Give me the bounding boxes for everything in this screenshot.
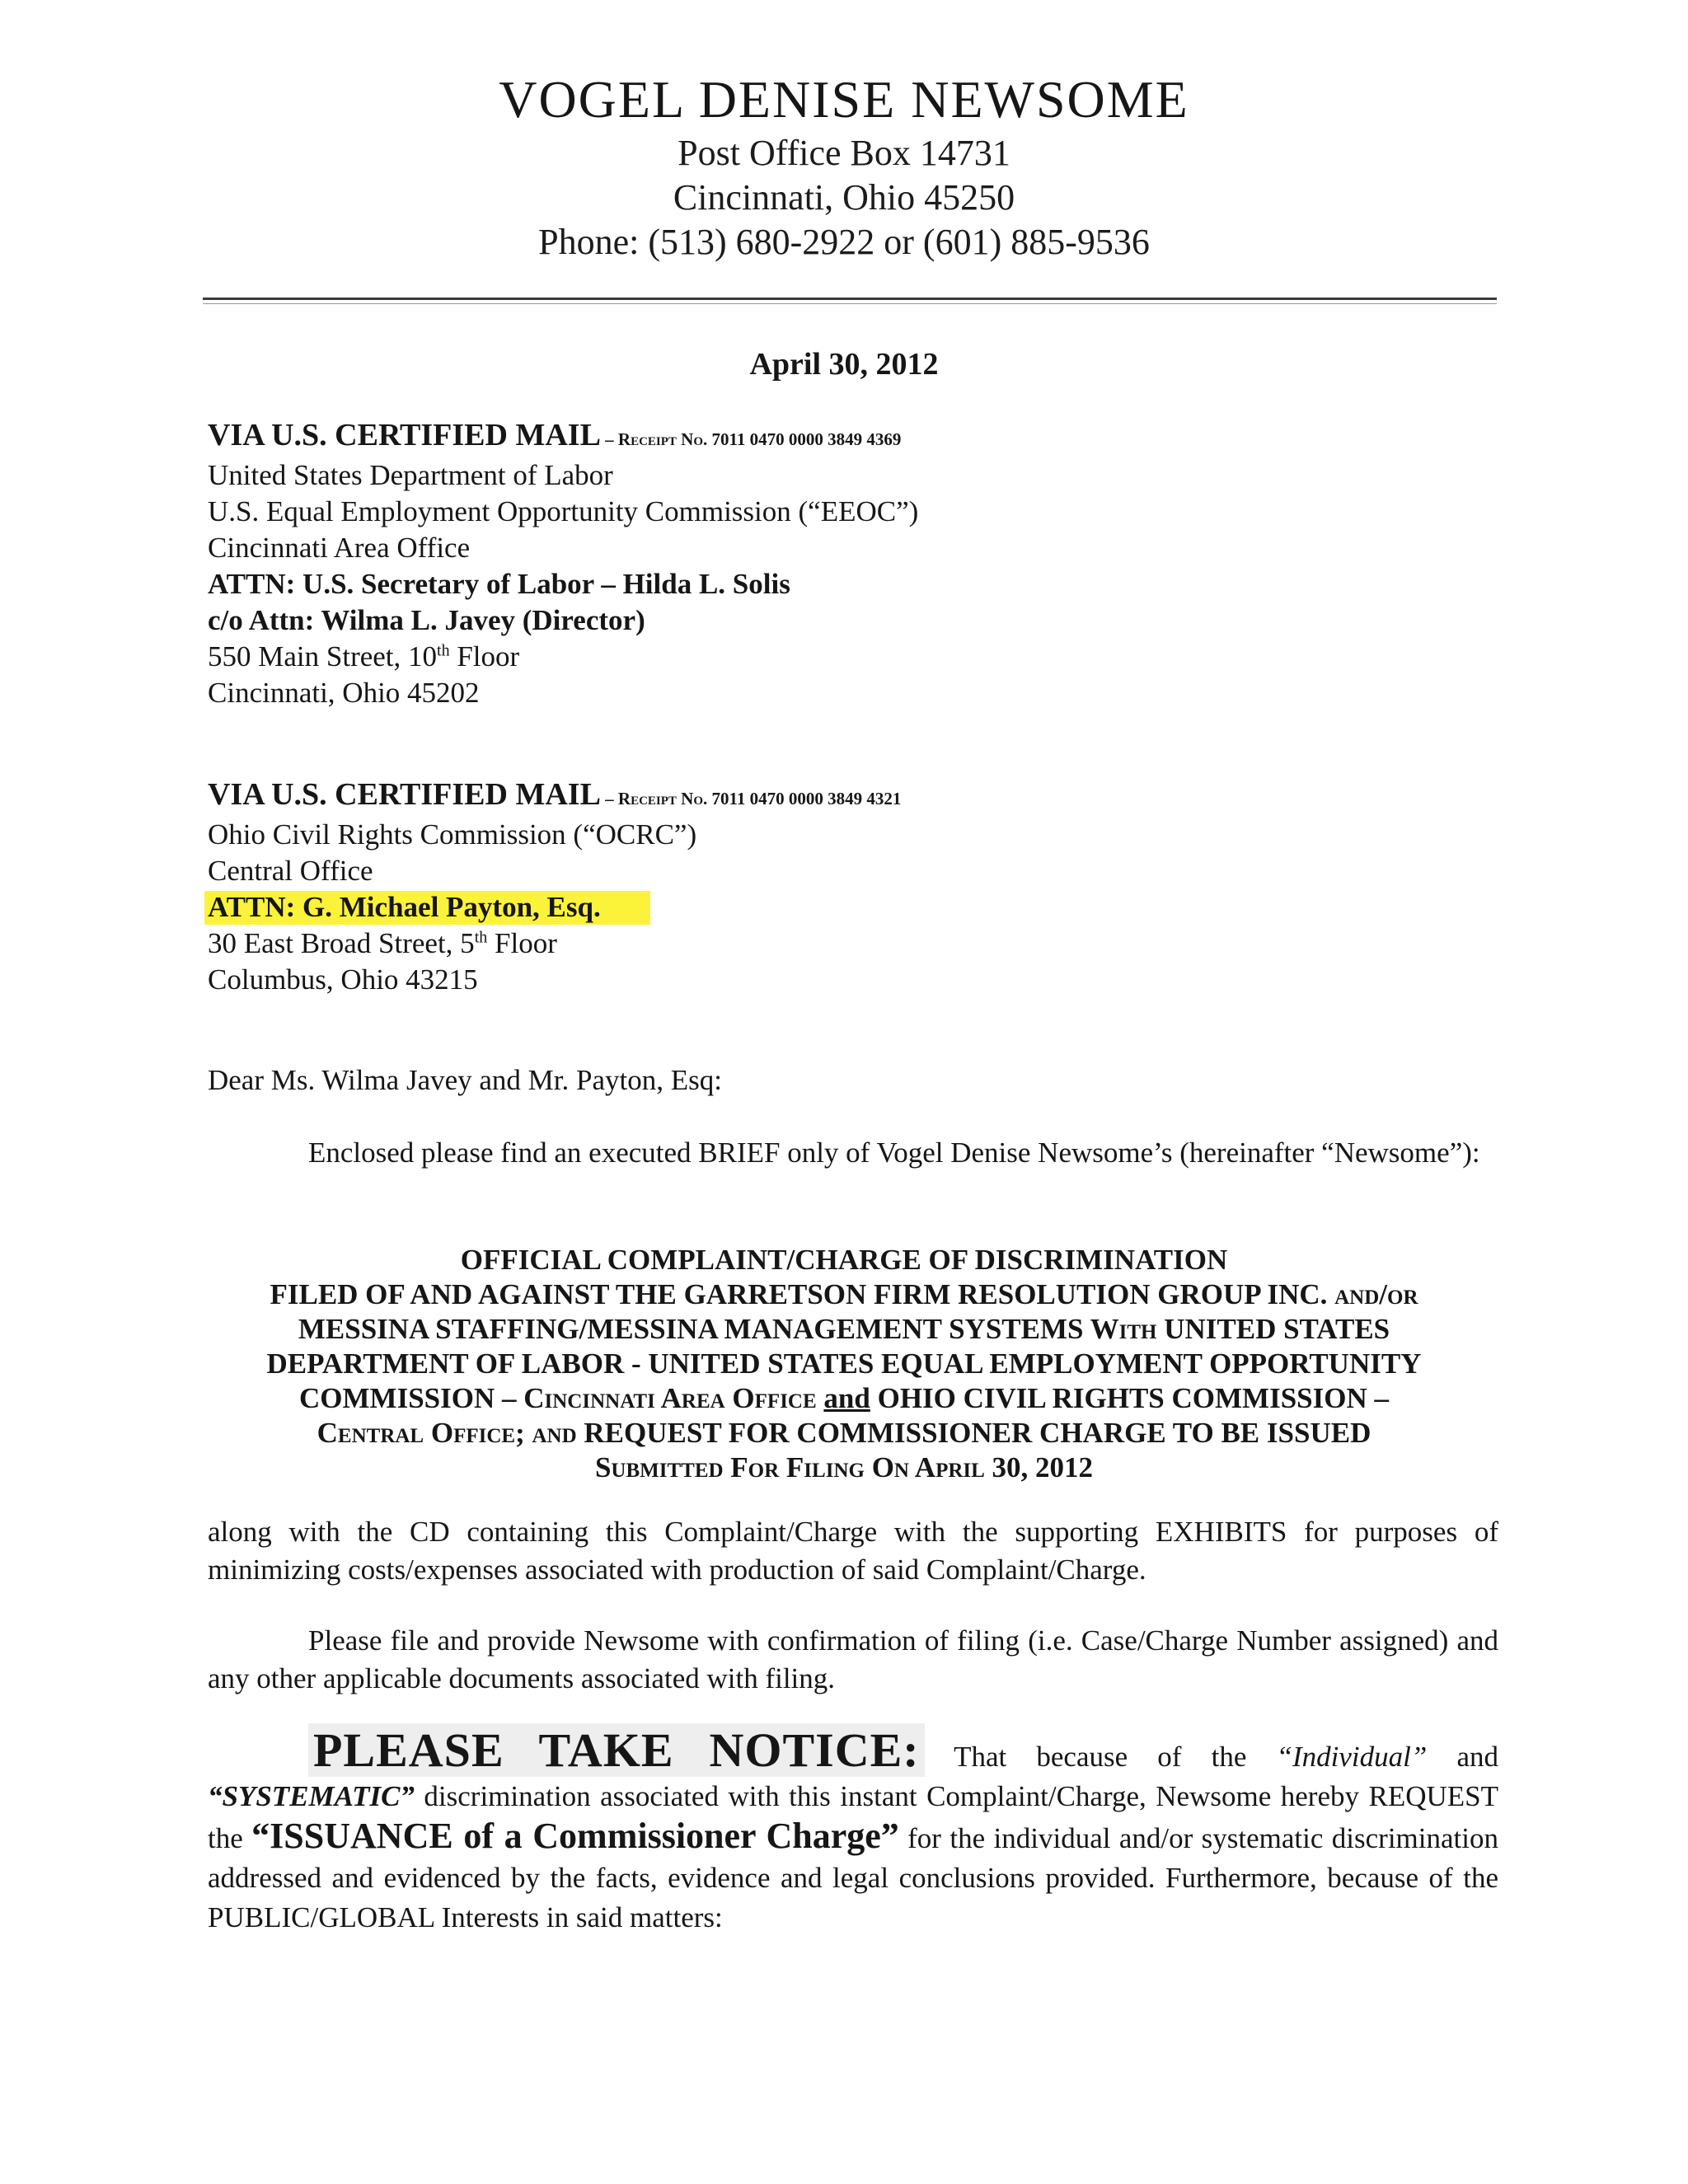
- title-smallcaps: Cincinnati Area Office: [516, 1382, 817, 1414]
- via-heading: VIA U.S. CERTIFIED MAIL: [208, 418, 601, 452]
- title-line-5: [0, 1381, 1688, 1416]
- letterhead-po-box: Post Office Box 14731: [678, 133, 1010, 173]
- title-underlined-and: and: [823, 1382, 870, 1414]
- complaint-title: [0, 1243, 1688, 1485]
- recipient-office: Cincinnati Area Office: [208, 532, 471, 564]
- letter-date: April 30, 2012: [749, 347, 939, 382]
- recipient-attn: [208, 889, 901, 926]
- letterhead-name: VOGEL DENISE NEWSOME: [499, 70, 1189, 129]
- street-ordinal: th: [437, 641, 450, 660]
- notice-text: for the individual and/or systematic discrimination addressed and evidenced by the facts, evidence and legal conclusions provided. Furthermore, because of the PUBLIC/GLOBAL Interests in said matters:: [208, 1822, 1498, 1933]
- title-smallcaps: With: [1083, 1313, 1157, 1345]
- receipt-number: – Receipt No. 7011 0470 0000 3849 4369: [600, 429, 902, 449]
- notice-individual: “Individual”: [1276, 1741, 1428, 1773]
- notice-heading: PLEASE TAKE NOTICE:: [308, 1723, 925, 1777]
- title-line-1: OFFICIAL COMPLAINT/CHARGE OF DISCRIMINATION: [460, 1244, 1228, 1276]
- title-text: UNITED STATES: [1156, 1313, 1390, 1345]
- letterhead-rule-thin: [203, 303, 1497, 304]
- recipient-city: Columbus, Ohio 43215: [208, 963, 478, 996]
- via-line: [208, 417, 918, 457]
- notice-paragraph: [208, 1723, 1498, 1938]
- letterhead-rule: [203, 298, 1497, 300]
- title-text: COMMISSION –: [299, 1382, 517, 1414]
- title-line-6: [0, 1416, 1688, 1451]
- salutation: Dear Ms. Wilma Javey and Mr. Payton, Esq:: [208, 1064, 722, 1096]
- title-text: REQUEST FOR COMMISSIONER CHARGE TO BE ISSUED: [576, 1417, 1372, 1449]
- title-smallcaps: and/or: [1327, 1278, 1418, 1310]
- receipt-number: – Receipt No. 7011 0470 0000 3849 4321: [600, 789, 902, 808]
- street-floor: Floor: [487, 927, 557, 959]
- title-line-7: Submitted For Filing On April 30, 2012: [594, 1451, 1094, 1483]
- via-heading: VIA U.S. CERTIFIED MAIL: [208, 777, 601, 812]
- enclosure-paragraph: Enclosed please find an executed BRIEF only of Vogel Denise Newsome’s (hereinafter “Newsome”):: [308, 1137, 1480, 1169]
- highlighted-attn: ATTN: G. Michael Payton, Esq.: [204, 891, 650, 925]
- recipient-block-ocrc: [208, 776, 901, 998]
- notice-text: and: [1427, 1741, 1498, 1773]
- street-text: 550 Main Street, 10: [208, 640, 438, 673]
- notice-text: discrimination associated with this instant Complaint/Charge, Newsome hereby REQUEST the: [208, 1780, 1498, 1854]
- title-line-4: DEPARTMENT OF LABOR - UNITED STATES EQUAL EMPLOYMENT OPPORTUNITY: [266, 1347, 1422, 1380]
- title-smallcaps: Central Office; and: [316, 1417, 577, 1449]
- recipient-street: [208, 639, 918, 675]
- letterhead-phone: Phone: (513) 680-2922 or (601) 885-9536: [538, 222, 1150, 262]
- street-floor: Floor: [449, 640, 520, 673]
- notice-systematic: “SYSTEMATIC”: [208, 1780, 415, 1812]
- title-text: OHIO CIVIL RIGHTS COMMISSION –: [877, 1382, 1389, 1414]
- recipient-org: United States Department of Labor: [208, 459, 613, 491]
- recipient-city: Cincinnati, Ohio 45202: [208, 677, 480, 709]
- title-line-3: [0, 1312, 1688, 1347]
- letterhead-city: Cincinnati, Ohio 45250: [673, 177, 1015, 218]
- recipient-attn-co: c/o Attn: Wilma L. Javey (Director): [208, 604, 645, 636]
- recipient-block-eeoc: [208, 417, 918, 711]
- recipient-attn: ATTN: U.S. Secretary of Labor – Hilda L. Solis: [208, 568, 790, 600]
- street-text: 30 East Broad Street, 5: [208, 927, 475, 959]
- recipient-street: [208, 926, 901, 962]
- recipient-office: Central Office: [208, 855, 373, 887]
- cd-paragraph: along with the CD containing this Complaint/Charge with the supporting EXHIBITS for purposes of minimizing costs/expenses associated with production of said Complaint/Charge.: [208, 1516, 1498, 1586]
- via-line: [208, 776, 901, 817]
- title-text: MESSINA STAFFING/MESSINA MANAGEMENT SYSTEMS: [298, 1313, 1084, 1345]
- title-text: FILED OF AND AGAINST THE GARRETSON FIRM RESOLUTION GROUP INC.: [270, 1278, 1328, 1310]
- recipient-org: Ohio Civil Rights Commission (“OCRC”): [208, 818, 697, 851]
- notice-text: That because of the: [924, 1741, 1277, 1773]
- title-line-2: [0, 1277, 1688, 1312]
- filing-request-paragraph: Please file and provide Newsome with confirmation of filing (i.e. Case/Charge Number assigned) and any other applicable documents associated with filing.: [208, 1624, 1498, 1694]
- street-ordinal: th: [474, 928, 488, 947]
- notice-issuance: “ISSUANCE of a Commissioner Charge”: [251, 1816, 899, 1856]
- recipient-org-eeoc: U.S. Equal Employment Opportunity Commission (“EEOC”): [208, 495, 919, 527]
